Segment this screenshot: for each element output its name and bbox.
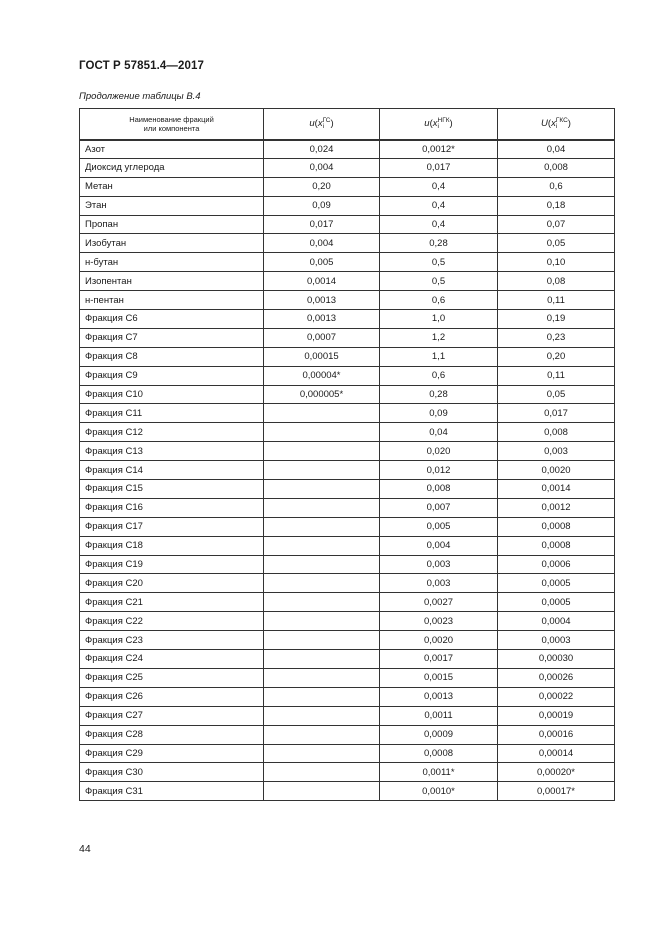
component-name-cell: н-пентан [80, 291, 264, 310]
header-col-3 [498, 109, 615, 140]
component-name-cell: Фракция С27 [80, 706, 264, 725]
component-name-cell: Фракция С19 [80, 555, 264, 574]
value-cell-col-2: 0,004 [380, 536, 498, 555]
value-cell-col-2: 0,28 [380, 234, 498, 253]
value-cell-col-3: 0,19 [498, 310, 615, 329]
value-cell-col-2: 0,04 [380, 423, 498, 442]
value-cell-col-1: 0,00004* [264, 366, 380, 385]
document-code: ГОСТ Р 57851.4—2017 [79, 60, 204, 72]
value-cell-col-2: 0,28 [380, 385, 498, 404]
component-name-cell: н-бутан [80, 253, 264, 272]
value-cell-col-1: 0,024 [264, 140, 380, 159]
value-cell-col-3: 0,0005 [498, 593, 615, 612]
value-cell-col-3: 0,003 [498, 442, 615, 461]
table-row [80, 782, 615, 801]
table-row [80, 196, 615, 215]
table-header [80, 109, 615, 140]
header-name-line-2: или компонента [143, 123, 200, 133]
value-cell-col-1: 0,09 [264, 196, 380, 215]
value-cell-col-2: 0,008 [380, 480, 498, 499]
value-cell-col-2: 0,4 [380, 177, 498, 196]
page-number: 44 [79, 843, 91, 855]
component-name-cell: Фракция С12 [80, 423, 264, 442]
header-sub-1: i [322, 122, 325, 130]
value-cell-col-1 [264, 593, 380, 612]
component-name-cell: Метан [80, 177, 264, 196]
value-cell-col-2: 0,4 [380, 215, 498, 234]
table-row [80, 650, 615, 669]
value-cell-col-2: 0,020 [380, 442, 498, 461]
value-cell-col-1: 0,004 [264, 234, 380, 253]
header-col-2 [380, 109, 498, 140]
value-cell-col-2: 0,0011* [380, 763, 498, 782]
header-sub-3: i [555, 122, 558, 130]
component-name-cell: Фракция С20 [80, 574, 264, 593]
component-name-cell: Фракция С7 [80, 328, 264, 347]
table-row [80, 442, 615, 461]
value-cell-col-2: 0,5 [380, 272, 498, 291]
value-cell-col-1 [264, 498, 380, 517]
value-cell-col-1 [264, 442, 380, 461]
value-cell-col-3: 0,10 [498, 253, 615, 272]
value-cell-col-1 [264, 631, 380, 650]
table-row [80, 215, 615, 234]
value-cell-col-2: 0,0020 [380, 631, 498, 650]
value-cell-col-1 [264, 423, 380, 442]
header-symbol-1: u(x ГС i ) [309, 116, 334, 130]
component-name-cell: Диоксид углерода [80, 158, 264, 177]
component-name-cell: Фракция С30 [80, 763, 264, 782]
table-row [80, 517, 615, 536]
value-cell-col-3: 0,0012 [498, 498, 615, 517]
value-cell-col-3: 0,05 [498, 234, 615, 253]
header-fn-1: u [309, 118, 315, 130]
value-cell-col-2: 0,0012* [380, 140, 498, 159]
value-cell-col-1 [264, 461, 380, 480]
component-name-cell: Фракция С18 [80, 536, 264, 555]
value-cell-col-3: 0,008 [498, 158, 615, 177]
table-row [80, 763, 615, 782]
value-cell-col-3: 0,00030 [498, 650, 615, 669]
value-cell-col-3: 0,00017* [498, 782, 615, 801]
value-cell-col-1: 0,0013 [264, 310, 380, 329]
value-cell-col-2: 0,0010* [380, 782, 498, 801]
header-name-line-1: Наименование фракций [129, 114, 214, 124]
table-row [80, 612, 615, 631]
header-row [80, 109, 615, 140]
value-cell-col-2: 0,0015 [380, 668, 498, 687]
table-row [80, 498, 615, 517]
component-name-cell: Фракция С15 [80, 480, 264, 499]
value-cell-col-1 [264, 668, 380, 687]
table-row [80, 536, 615, 555]
value-cell-col-1: 0,017 [264, 215, 380, 234]
table-row [80, 461, 615, 480]
value-cell-col-3: 0,18 [498, 196, 615, 215]
value-cell-col-1 [264, 517, 380, 536]
value-cell-col-2: 0,005 [380, 517, 498, 536]
value-cell-col-1 [264, 650, 380, 669]
component-name-cell: Фракция С16 [80, 498, 264, 517]
value-cell-col-1 [264, 555, 380, 574]
value-cell-col-3: 0,08 [498, 272, 615, 291]
value-cell-col-3: 0,00014 [498, 744, 615, 763]
header-sup-2: НГК [437, 116, 450, 124]
value-cell-col-3: 0,0020 [498, 461, 615, 480]
component-name-cell: Фракция С21 [80, 593, 264, 612]
component-name-cell: Изобутан [80, 234, 264, 253]
value-cell-col-1: 0,0013 [264, 291, 380, 310]
table-row [80, 272, 615, 291]
component-name-cell: Изопентан [80, 272, 264, 291]
table-row [80, 593, 615, 612]
header-fn-3: U [541, 118, 548, 130]
table-body [80, 140, 615, 801]
value-cell-col-2: 0,003 [380, 555, 498, 574]
value-cell-col-3: 0,11 [498, 291, 615, 310]
table-row [80, 574, 615, 593]
component-name-cell: Этан [80, 196, 264, 215]
value-cell-col-3: 0,20 [498, 347, 615, 366]
component-name-cell: Фракция С28 [80, 725, 264, 744]
value-cell-col-1 [264, 744, 380, 763]
value-cell-col-2: 0,6 [380, 291, 498, 310]
value-cell-col-2: 0,5 [380, 253, 498, 272]
value-cell-col-2: 1,1 [380, 347, 498, 366]
component-name-cell: Азот [80, 140, 264, 159]
table-row [80, 310, 615, 329]
value-cell-col-2: 0,6 [380, 366, 498, 385]
value-cell-col-1 [264, 536, 380, 555]
value-cell-col-3: 0,017 [498, 404, 615, 423]
component-name-cell: Фракция С6 [80, 310, 264, 329]
component-name-cell: Фракция С14 [80, 461, 264, 480]
header-symbol-2: u(x НГК i ) [424, 116, 453, 130]
value-cell-col-2: 0,017 [380, 158, 498, 177]
value-cell-col-3: 0,00019 [498, 706, 615, 725]
header-component-name [80, 109, 264, 140]
value-cell-col-3: 0,07 [498, 215, 615, 234]
component-name-cell: Фракция С29 [80, 744, 264, 763]
table-row [80, 234, 615, 253]
header-sup-1: ГС [322, 116, 331, 124]
component-name-cell: Фракция С22 [80, 612, 264, 631]
value-cell-col-1: 0,20 [264, 177, 380, 196]
table-row [80, 158, 615, 177]
value-cell-col-2: 0,0027 [380, 593, 498, 612]
value-cell-col-1 [264, 706, 380, 725]
value-cell-col-3: 0,04 [498, 140, 615, 159]
value-cell-col-3: 0,11 [498, 366, 615, 385]
value-cell-col-3: 0,6 [498, 177, 615, 196]
value-cell-col-3: 0,0003 [498, 631, 615, 650]
header-symbol-3: U(x ГКС i ) [541, 116, 571, 130]
table-row [80, 385, 615, 404]
table-row [80, 631, 615, 650]
table-row [80, 423, 615, 442]
value-cell-col-2: 0,0023 [380, 612, 498, 631]
value-cell-col-3: 0,0006 [498, 555, 615, 574]
value-cell-col-2: 0,0009 [380, 725, 498, 744]
table-row [80, 253, 615, 272]
value-cell-col-3: 0,05 [498, 385, 615, 404]
value-cell-col-2: 0,09 [380, 404, 498, 423]
table-row [80, 177, 615, 196]
value-cell-col-2: 0,4 [380, 196, 498, 215]
value-cell-col-3: 0,00016 [498, 725, 615, 744]
table-row [80, 725, 615, 744]
table-caption: Продолжение таблицы В.4 [79, 91, 201, 102]
table-row [80, 404, 615, 423]
value-cell-col-2: 0,0011 [380, 706, 498, 725]
value-cell-col-1: 0,000005* [264, 385, 380, 404]
table-row [80, 347, 615, 366]
header-fn-2: u [424, 118, 430, 130]
value-cell-col-1: 0,00015 [264, 347, 380, 366]
value-cell-col-1 [264, 782, 380, 801]
table-row [80, 744, 615, 763]
component-name-cell: Фракция С24 [80, 650, 264, 669]
value-cell-col-2: 0,012 [380, 461, 498, 480]
component-name-cell: Пропан [80, 215, 264, 234]
table-row [80, 480, 615, 499]
value-cell-col-1: 0,0007 [264, 328, 380, 347]
value-cell-col-2: 0,003 [380, 574, 498, 593]
component-name-cell: Фракция С10 [80, 385, 264, 404]
value-cell-col-3: 0,00022 [498, 687, 615, 706]
component-name-cell: Фракция С8 [80, 347, 264, 366]
component-name-cell: Фракция С25 [80, 668, 264, 687]
value-cell-col-2: 0,0008 [380, 744, 498, 763]
value-cell-col-3: 0,0005 [498, 574, 615, 593]
value-cell-col-1 [264, 725, 380, 744]
uncertainty-table [79, 108, 615, 801]
value-cell-col-3: 0,0008 [498, 536, 615, 555]
value-cell-col-2: 0,007 [380, 498, 498, 517]
component-name-cell: Фракция С13 [80, 442, 264, 461]
value-cell-col-1 [264, 480, 380, 499]
value-cell-col-1 [264, 612, 380, 631]
value-cell-col-1 [264, 763, 380, 782]
value-cell-col-1: 0,0014 [264, 272, 380, 291]
header-col-1 [264, 109, 380, 140]
value-cell-col-3: 0,0008 [498, 517, 615, 536]
value-cell-col-2: 1,2 [380, 328, 498, 347]
value-cell-col-3: 0,00026 [498, 668, 615, 687]
header-sub-2: i [437, 122, 439, 130]
table-row [80, 668, 615, 687]
value-cell-col-3: 0,0014 [498, 480, 615, 499]
component-name-cell: Фракция С26 [80, 687, 264, 706]
value-cell-col-2: 0,0013 [380, 687, 498, 706]
component-name-cell: Фракция С11 [80, 404, 264, 423]
value-cell-col-1 [264, 574, 380, 593]
table-row [80, 555, 615, 574]
value-cell-col-2: 0,0017 [380, 650, 498, 669]
value-cell-col-3: 0,23 [498, 328, 615, 347]
value-cell-col-1 [264, 687, 380, 706]
value-cell-col-2: 1,0 [380, 310, 498, 329]
value-cell-col-1: 0,005 [264, 253, 380, 272]
table-row [80, 291, 615, 310]
table-row [80, 706, 615, 725]
header-sup-3: ГКС [555, 116, 568, 124]
table-row [80, 328, 615, 347]
value-cell-col-3: 0,008 [498, 423, 615, 442]
table-row [80, 366, 615, 385]
table-row [80, 140, 615, 159]
table-row [80, 687, 615, 706]
component-name-cell: Фракция С17 [80, 517, 264, 536]
component-name-cell: Фракция С9 [80, 366, 264, 385]
component-name-cell: Фракция С31 [80, 782, 264, 801]
value-cell-col-1 [264, 404, 380, 423]
value-cell-col-3: 0,0004 [498, 612, 615, 631]
component-name-cell: Фракция С23 [80, 631, 264, 650]
value-cell-col-3: 0,00020* [498, 763, 615, 782]
value-cell-col-1: 0,004 [264, 158, 380, 177]
